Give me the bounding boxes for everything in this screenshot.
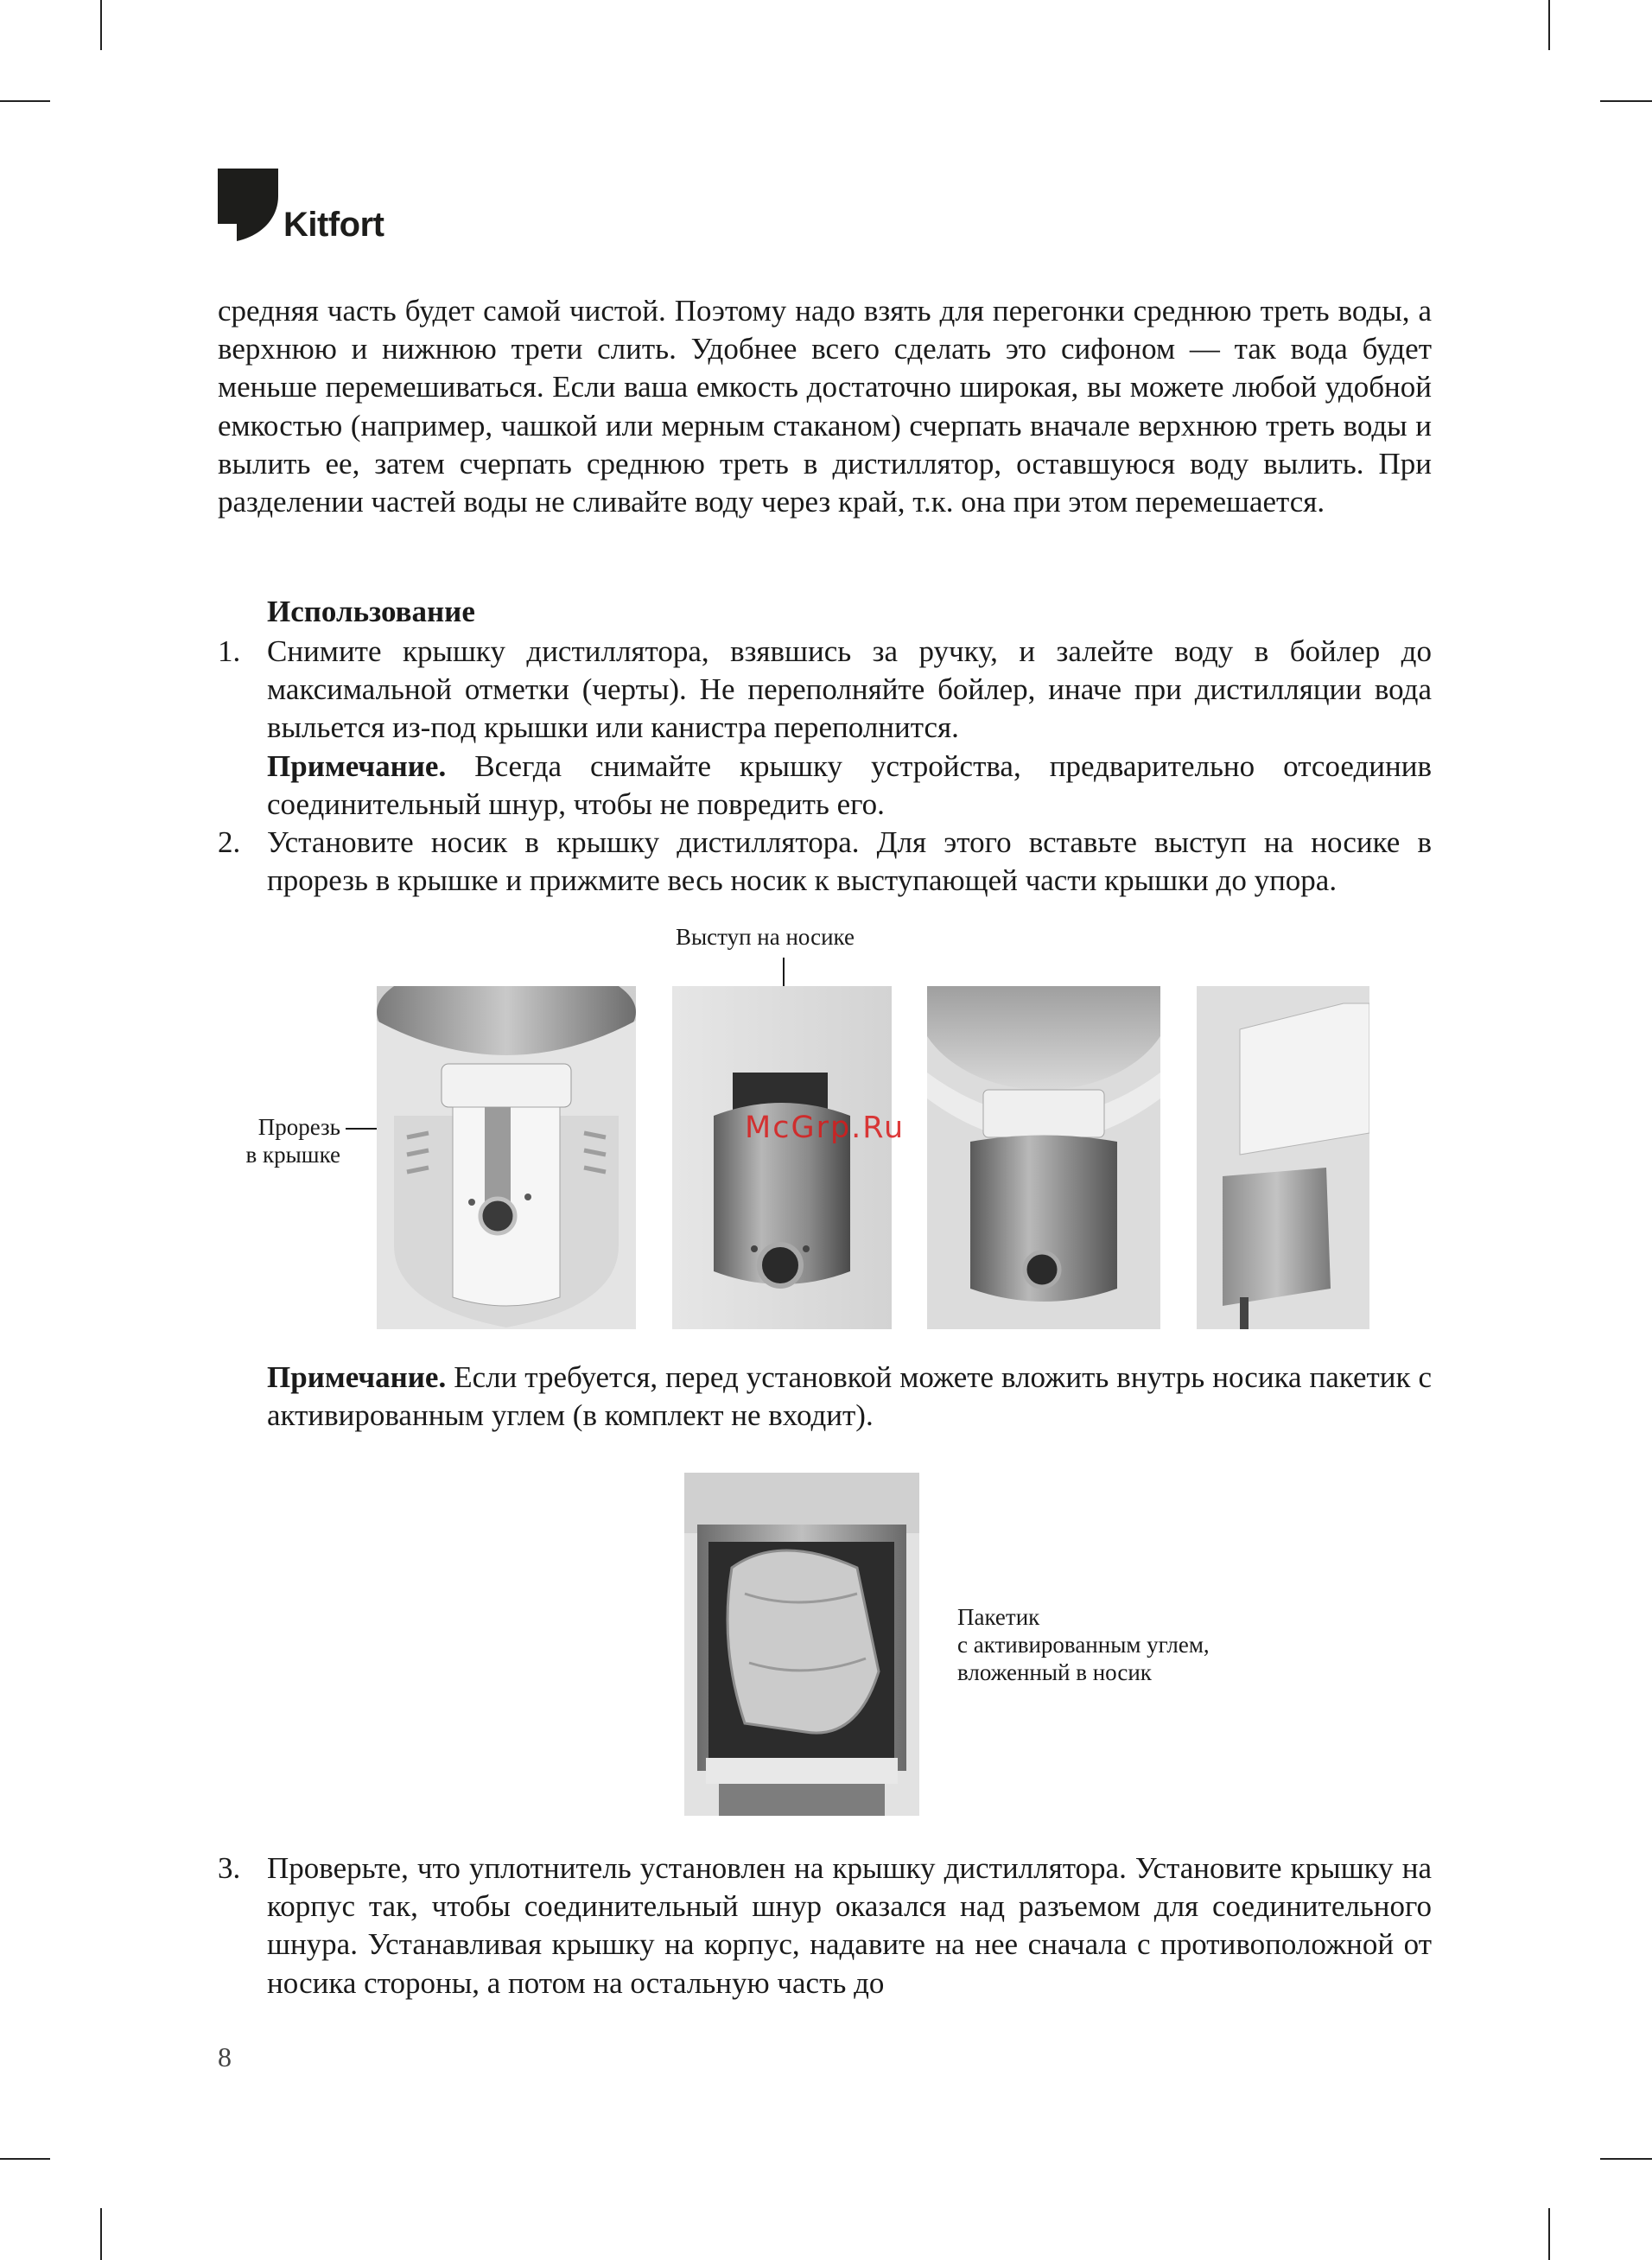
step-number: 2. bbox=[218, 825, 241, 859]
note-paragraph bbox=[267, 1359, 1432, 1435]
step-number: 3. bbox=[218, 1851, 241, 1885]
crop-mark bbox=[1600, 100, 1652, 102]
note-label: Примечание. bbox=[267, 1360, 447, 1394]
crop-mark bbox=[1600, 2158, 1652, 2160]
figure-label-protrusion: Выступ на носике bbox=[676, 924, 855, 950]
note-text: Если требуется, перед установкой можете вложить внутрь носика пакетик с активированным углем (в комплект не входит). bbox=[267, 1360, 1433, 1433]
page-number: 8 bbox=[218, 2041, 232, 2072]
photo-spout-installed bbox=[927, 986, 1160, 1329]
step-text: Проверьте, что уплотнитель установлен на крышку дистиллятора. Установите крышку на корпус так, чтобы соединительный шнур оказался над разъемом для соединительного шнура. Устанавливая крышку на корпус, надавите на нее сначала с противоположной от носика стороны, а потом на остальную часть до bbox=[267, 1851, 1432, 2000]
step-text: Снимите крышку дистиллятора, взявшись за ручку, и залейте воду в бойлер до максимальной отметки (черты). Не переполняйте бойлер, иначе при дистилляции вода выльется из-под крышки или канистра переполнится. Примечание. Всегда снимайте крышку устройства, предварительно отсоединив соединительный шнур, чтобы не повредить его. bbox=[267, 634, 1432, 821]
note-label: Примечание. bbox=[267, 748, 447, 783]
step-text: Установите носик в крышку дистиллятора. Для этого вставьте выступ на носике в прорезь в крышке и прижмите весь носик к выступающей части крышки до упора. bbox=[267, 825, 1432, 898]
watermark: McGrp.Ru bbox=[745, 1111, 905, 1145]
brand-name: Kitfort bbox=[283, 206, 384, 244]
brand-logo bbox=[218, 169, 384, 246]
photo-lid-slot bbox=[377, 986, 636, 1329]
intro-paragraph: средняя часть будет самой чистой. Поэтому надо взять для перегонки среднюю треть воды, а верхнюю и нижнюю трети слить. Удобнее всего сделать это сифоном — так вода будет меньше перемешиваться. Если ваша емкость достаточно широкая, вы можете любой удобной емкостью (например, чашкой или мерным стаканом) счерпать вначале верхнюю треть воды и вылить ее, затем счерпать среднюю треть в дистиллятор, оставшуюся воду вылить. При разделении частей воды не сливайте воду через край, т.к. она при этом перемешается. bbox=[218, 294, 1432, 519]
step-item bbox=[218, 1849, 1432, 2005]
photo-carbon-bag bbox=[684, 1473, 919, 1816]
kitfort-logo-icon bbox=[218, 169, 278, 246]
step-number: 1. bbox=[218, 634, 241, 668]
crop-mark bbox=[100, 2208, 102, 2260]
photo-spout-protrusion bbox=[672, 986, 892, 1329]
photo-spout-side bbox=[1197, 986, 1369, 1329]
step-item bbox=[218, 824, 1432, 901]
section-heading: Использование bbox=[267, 595, 475, 628]
figure-label-slot: Прорезь в крышке bbox=[245, 1114, 340, 1168]
crop-mark bbox=[0, 100, 50, 102]
crop-mark bbox=[1548, 0, 1550, 50]
note-text: Всегда снимайте крышку устройства, предварительно отсоединив соединительный шнур, чтобы не повредить его. bbox=[267, 748, 1432, 821]
crop-mark bbox=[1548, 2208, 1550, 2260]
step-item bbox=[218, 633, 1432, 823]
crop-mark bbox=[100, 0, 102, 50]
figure-caption-carbon-bag: Пакетик с активированным углем, вложенный в носик bbox=[957, 1604, 1210, 1685]
crop-mark bbox=[0, 2158, 50, 2160]
